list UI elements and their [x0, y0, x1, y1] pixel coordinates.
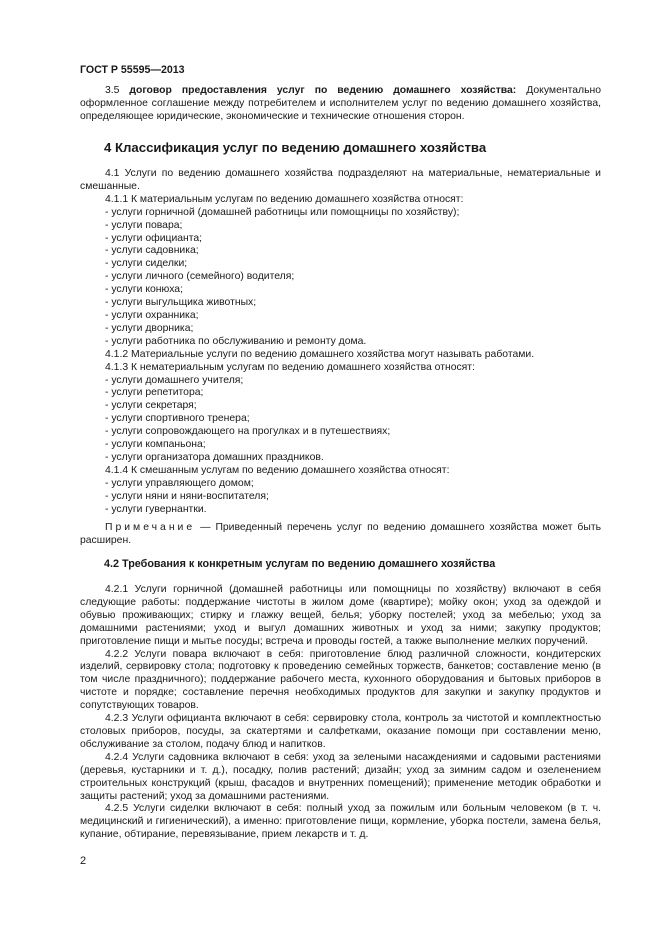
- list-item: - услуги управляющего домом;: [105, 477, 254, 489]
- term: договор предоставления услуг по ведению домашнего хозяйства:: [129, 85, 517, 96]
- list-item: - услуги репетитора;: [105, 387, 204, 399]
- list-item: - услуги организатора домашних праздников.: [105, 451, 324, 463]
- clause-paragraph: 4.2.1 Услуги горничной (домашней работницы или помощницы по хозяйству) включают в себя следующие работы: поддержание чистоты в жилом доме (квартире); мойку окон; уход за одеждой и обувью проживающих; стирку и глажку вещей, белья; уборку постелей; уход за мебелью; уход за домашними растениями; уход и выгул домашних животных и уход за ними; закупку продуктов; приготовление пищи и мытье посуды; встреча и проводы гостей, а также выполнение мелких поручений.: [80, 584, 601, 647]
- list-item: - услуги сиделки;: [105, 258, 188, 270]
- clause-paragraph: 4.2.2 Услуги повара включают в себя: приготовление блюд различной сложности, кондитерских изделий, сервировку стола; подготовку к проведению семейных торжеств, банкетов; составление меню (в том числе праздничного); поддержание рабочего места, кухонного оборудования и бытовых приборов в чистоте и порядке; составление перечня необходимых продуктов для закупки и закупку продуктов и сопутствующих товаров.: [80, 648, 601, 712]
- classification-list: [80, 194, 601, 517]
- list-item: - услуги компаньона;: [105, 439, 206, 451]
- list-item: - услуги домашнего учителя;: [105, 374, 244, 386]
- list-item: 4.1.1 К материальным услугам по ведению домашнего хозяйства относят:: [105, 193, 464, 205]
- section-4-2-body: [80, 584, 601, 842]
- list-item: - услуги выгульщика животных;: [105, 297, 257, 309]
- list-item: - услуги спортивного тренера;: [105, 413, 250, 425]
- clause-paragraph: 4.2.5 Услуги сиделки включают в себя: полный уход за пожилым или больным человеком (в т. ч. медицинский и гигиенический), а именно: приготовление пищи, кормление, уборка постели, замена белья, купание, обтирание, перевязывание, прием лекарств и т. д.: [80, 803, 601, 841]
- clause-number: 3.5: [105, 85, 130, 96]
- list-item: - услуги личного (семейного) водителя;: [105, 271, 295, 283]
- list-item: 4.1.4 К смешанным услугам по ведению домашнего хозяйства относят:: [105, 464, 450, 476]
- list-item: - услуги работника по обслуживанию и ремонту дома.: [105, 335, 367, 347]
- list-item: - услуги официанта;: [105, 232, 203, 244]
- clause-paragraph: 4.2.4 Услуги садовника включают в себя: уход за зелеными насаждениями и садовыми растениями (деревья, кустарники и т. д.), посадку, полив растений; дизайн; уход за зимним садом и озеленением строительных конструкций (крыш, фасадов и внутренних помещений); применение методик обработки и защиты растений; уход за домашними растениями.: [80, 751, 601, 802]
- section-4-title: 4 Классификация услуг по ведению домашнего хозяйства: [104, 140, 487, 155]
- section-4-2-title: 4.2 Требования к конкретным услугам по ведению домашнего хозяйства: [104, 558, 496, 570]
- list-item: - услуги горничной (домашней работницы или помощницы по хозяйству);: [105, 206, 460, 218]
- document-header: ГОСТ Р 55595—2013: [80, 64, 185, 76]
- section-4-body: [80, 168, 601, 548]
- list-item: - услуги повара;: [105, 219, 183, 231]
- list-item: 4.1.2 Материальные услуги по ведению домашнего хозяйства могут называть работами.: [105, 348, 535, 360]
- page-number: 2: [80, 855, 87, 867]
- clause-paragraph: 4.2.3 Услуги официанта включают в себя: сервировку стола, контроль за чистотой и комплектностью столовых приборов, посуды, за скатертями и салфетками, оказание помощи при составлении меню, обслуживание за столом, подачу блюд и напитков.: [80, 713, 601, 750]
- list-item: - услуги сопровождающего на прогулках и в путешествиях;: [105, 426, 391, 438]
- list-item: 4.1.3 К нематериальным услугам по ведению домашнего хозяйства относят:: [105, 361, 475, 373]
- list-item: - услуги гувернантки.: [105, 503, 207, 515]
- list-item: - услуги охранника;: [105, 309, 199, 321]
- list-item: - услуги садовника;: [105, 245, 199, 257]
- note-label: Примечание: [105, 522, 196, 534]
- list-item: - услуги секретаря;: [105, 400, 197, 412]
- clause-4-1: 4.1 Услуги по ведению домашнего хозяйства подразделяют на материальные, нематериальные и смешанные.: [80, 168, 601, 192]
- clause-3-5: [80, 85, 601, 124]
- list-item: - услуги конюха;: [105, 284, 183, 296]
- note-text: — Приведенный перечень услуг по ведению домашнего хозяйства может быть расширен.: [80, 522, 601, 547]
- note: [80, 522, 601, 548]
- list-item: - услуги дворника;: [105, 322, 194, 334]
- list-item: - услуги няни и няни-воспитателя;: [105, 490, 269, 502]
- definition: Документально оформленное соглашение между потребителем и исполнителем услуг по ведению домашнего хозяйства, определяющее юридические, экономические и технические отношения сторон.: [80, 85, 602, 122]
